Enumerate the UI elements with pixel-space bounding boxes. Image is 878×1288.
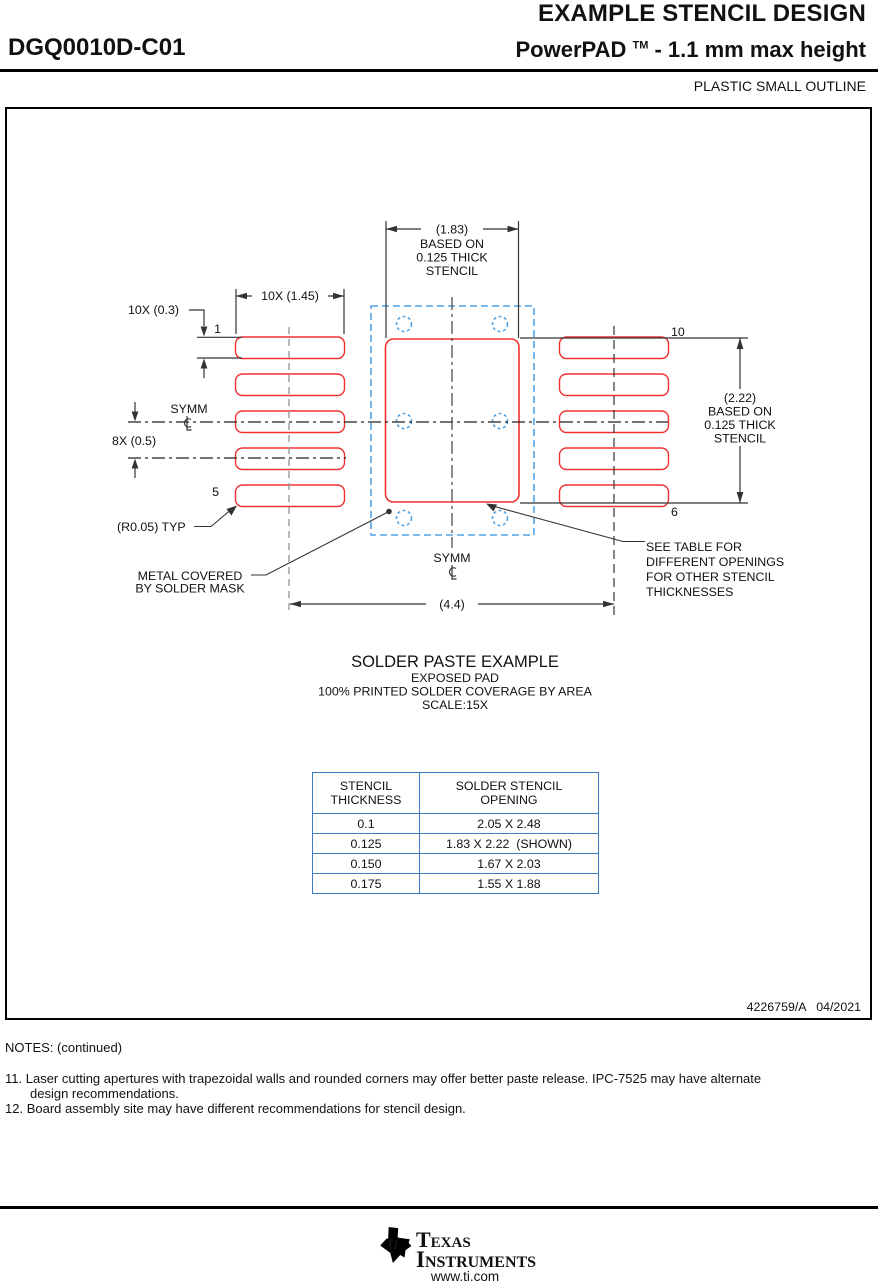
stencil-pad-opening: [236, 485, 345, 507]
see-table-leader: [486, 504, 645, 542]
stencil-pad-opening: [236, 374, 345, 396]
dim-pad-width: [189, 310, 242, 378]
height-spec: - 1.1 mm max height: [654, 37, 866, 62]
cell-thickness: 0.150: [313, 854, 420, 874]
brand-word-texas: Texas: [416, 1227, 471, 1252]
column-header-thickness: STENCIL THICKNESS: [313, 773, 420, 814]
caption-line: EXPOSED PAD: [411, 671, 499, 685]
page-title: EXAMPLE STENCIL DESIGN: [537, 0, 866, 27]
dim-note-line: STENCIL: [425, 264, 479, 278]
dim-pad-length-label: 10X (1.45): [261, 289, 319, 303]
note-text: Board assembly site may have different recommendations for stencil design.: [26, 1101, 466, 1116]
trademark-symbol: TM: [632, 39, 649, 52]
metal-covered-leader: [251, 509, 392, 575]
arrowhead: [201, 327, 208, 337]
thermal-via: [493, 414, 508, 429]
metal-note-line: METAL COVERED: [137, 569, 243, 583]
ti-logo-icon: [378, 1226, 412, 1264]
note-number: 12.: [5, 1101, 24, 1116]
dim-note-line: STENCIL: [713, 431, 767, 446]
arrowhead: [737, 338, 744, 349]
cell-opening: 1.83 X 2.22 (SHOWN): [420, 834, 599, 854]
note-number: 11.: [5, 1071, 23, 1086]
dim-opening-width-label: (1.83): [435, 222, 469, 237]
table-row: [313, 854, 599, 874]
doc-number: 4226759/A 04/2021: [746, 1000, 861, 1014]
column-header-opening: SOLDER STENCIL OPENING: [420, 773, 599, 814]
dim-row-span-label: (4.4): [439, 597, 465, 612]
note-text: Laser cutting apertures with trapezoidal walls and rounded corners may offer better paste release. IPC-7525 may have alternate: [25, 1071, 762, 1086]
dim-pad-width-label: 10X (0.3): [128, 303, 179, 317]
cell-opening: 1.55 X 1.88: [420, 874, 599, 894]
dim-note-line: 0.125 THICK: [704, 418, 776, 432]
note-item-12: [5, 1101, 466, 1116]
arrowhead: [201, 359, 208, 369]
leader-line: [489, 505, 645, 542]
stencil-pad-opening: [236, 448, 345, 470]
package-family: PLASTIC SMALL OUTLINE: [693, 78, 866, 94]
arrowhead: [290, 601, 301, 608]
dim-note-line: 0.125 THICK: [416, 250, 488, 265]
note-item-11: [5, 1071, 761, 1086]
leader-line: [251, 512, 388, 575]
cell-opening: 1.67 X 2.03: [420, 854, 599, 874]
thermal-via: [493, 511, 508, 526]
thermal-via: [397, 511, 412, 526]
table-row: [313, 814, 599, 834]
note-item-11-continued: design recommendations.: [30, 1086, 179, 1101]
stencil-thickness-table: [312, 772, 599, 894]
pin-number-10: 10: [671, 325, 685, 339]
package-name: PowerPAD: [515, 37, 627, 62]
centerline-symbol-arc: [184, 419, 191, 427]
arrowhead: [132, 459, 139, 469]
arrowhead: [737, 492, 744, 503]
thermal-via: [397, 414, 412, 429]
radius-note-label: (R0.05) TYP: [117, 520, 186, 534]
leader-dot: [386, 509, 392, 515]
symm-bottom-label: SYMM: [433, 551, 471, 565]
brand-word-instruments: Instruments: [416, 1247, 537, 1272]
arrowhead: [603, 601, 614, 608]
dim-note-line: BASED ON: [707, 404, 773, 419]
see-table-note-line: DIFFERENT OPENINGS: [646, 555, 785, 569]
dim-note-line: BASED ON: [419, 237, 485, 251]
table-header-row: [313, 773, 599, 814]
see-table-note-line: FOR OTHER STENCIL: [646, 570, 775, 584]
cell-thickness: 0.125: [313, 834, 420, 854]
centerline-symbol-arc: [449, 568, 456, 576]
table-row: [313, 874, 599, 894]
pin-number-5: 5: [212, 485, 219, 499]
thermal-via: [493, 317, 508, 332]
stencil-pad-opening: [236, 337, 345, 359]
dim-pitch-label: 8X (0.5): [112, 434, 157, 448]
caption-line: SCALE:15X: [421, 698, 489, 712]
centerline-symbol: [184, 416, 191, 430]
arrowhead: [236, 293, 247, 300]
arrowhead: [227, 506, 238, 516]
pin-number-6: 6: [671, 505, 678, 519]
arrowhead: [486, 504, 497, 512]
arrowhead: [333, 293, 344, 300]
website-link[interactable]: www.ti.com: [430, 1269, 500, 1284]
part-number: DGQ0010D-C01: [8, 34, 186, 61]
table-row: [313, 834, 599, 854]
brand-wordmark: [416, 1229, 536, 1271]
footer-rule: [0, 1206, 878, 1209]
leader-line: [189, 310, 204, 326]
see-table-note-line: SEE TABLE FOR: [646, 540, 742, 554]
centerline-symbol: [449, 565, 456, 579]
thermal-via: [397, 317, 412, 332]
dim-opening-height-label: (2.22): [723, 391, 757, 405]
see-table-note-line: THICKNESSES: [646, 585, 734, 599]
caption-title: SOLDER PASTE EXAMPLE: [351, 653, 559, 671]
cell-opening: 2.05 X 2.48: [420, 814, 599, 834]
radius-leader: [194, 506, 237, 527]
leader-line: [194, 508, 233, 527]
arrowhead: [508, 226, 519, 233]
cell-thickness: 0.1: [313, 814, 420, 834]
notes-heading: NOTES: (continued): [5, 1040, 123, 1055]
caption-line: 100% PRINTED SOLDER COVERAGE BY AREA: [318, 684, 592, 699]
ti-letters: ti: [387, 1234, 398, 1254]
metal-note-line: BY SOLDER MASK: [135, 581, 245, 596]
arrowhead: [386, 226, 397, 233]
cell-thickness: 0.175: [313, 874, 420, 894]
pin-number-1: 1: [214, 322, 221, 336]
arrowhead: [132, 412, 139, 422]
symm-left-label: SYMM: [170, 402, 208, 416]
